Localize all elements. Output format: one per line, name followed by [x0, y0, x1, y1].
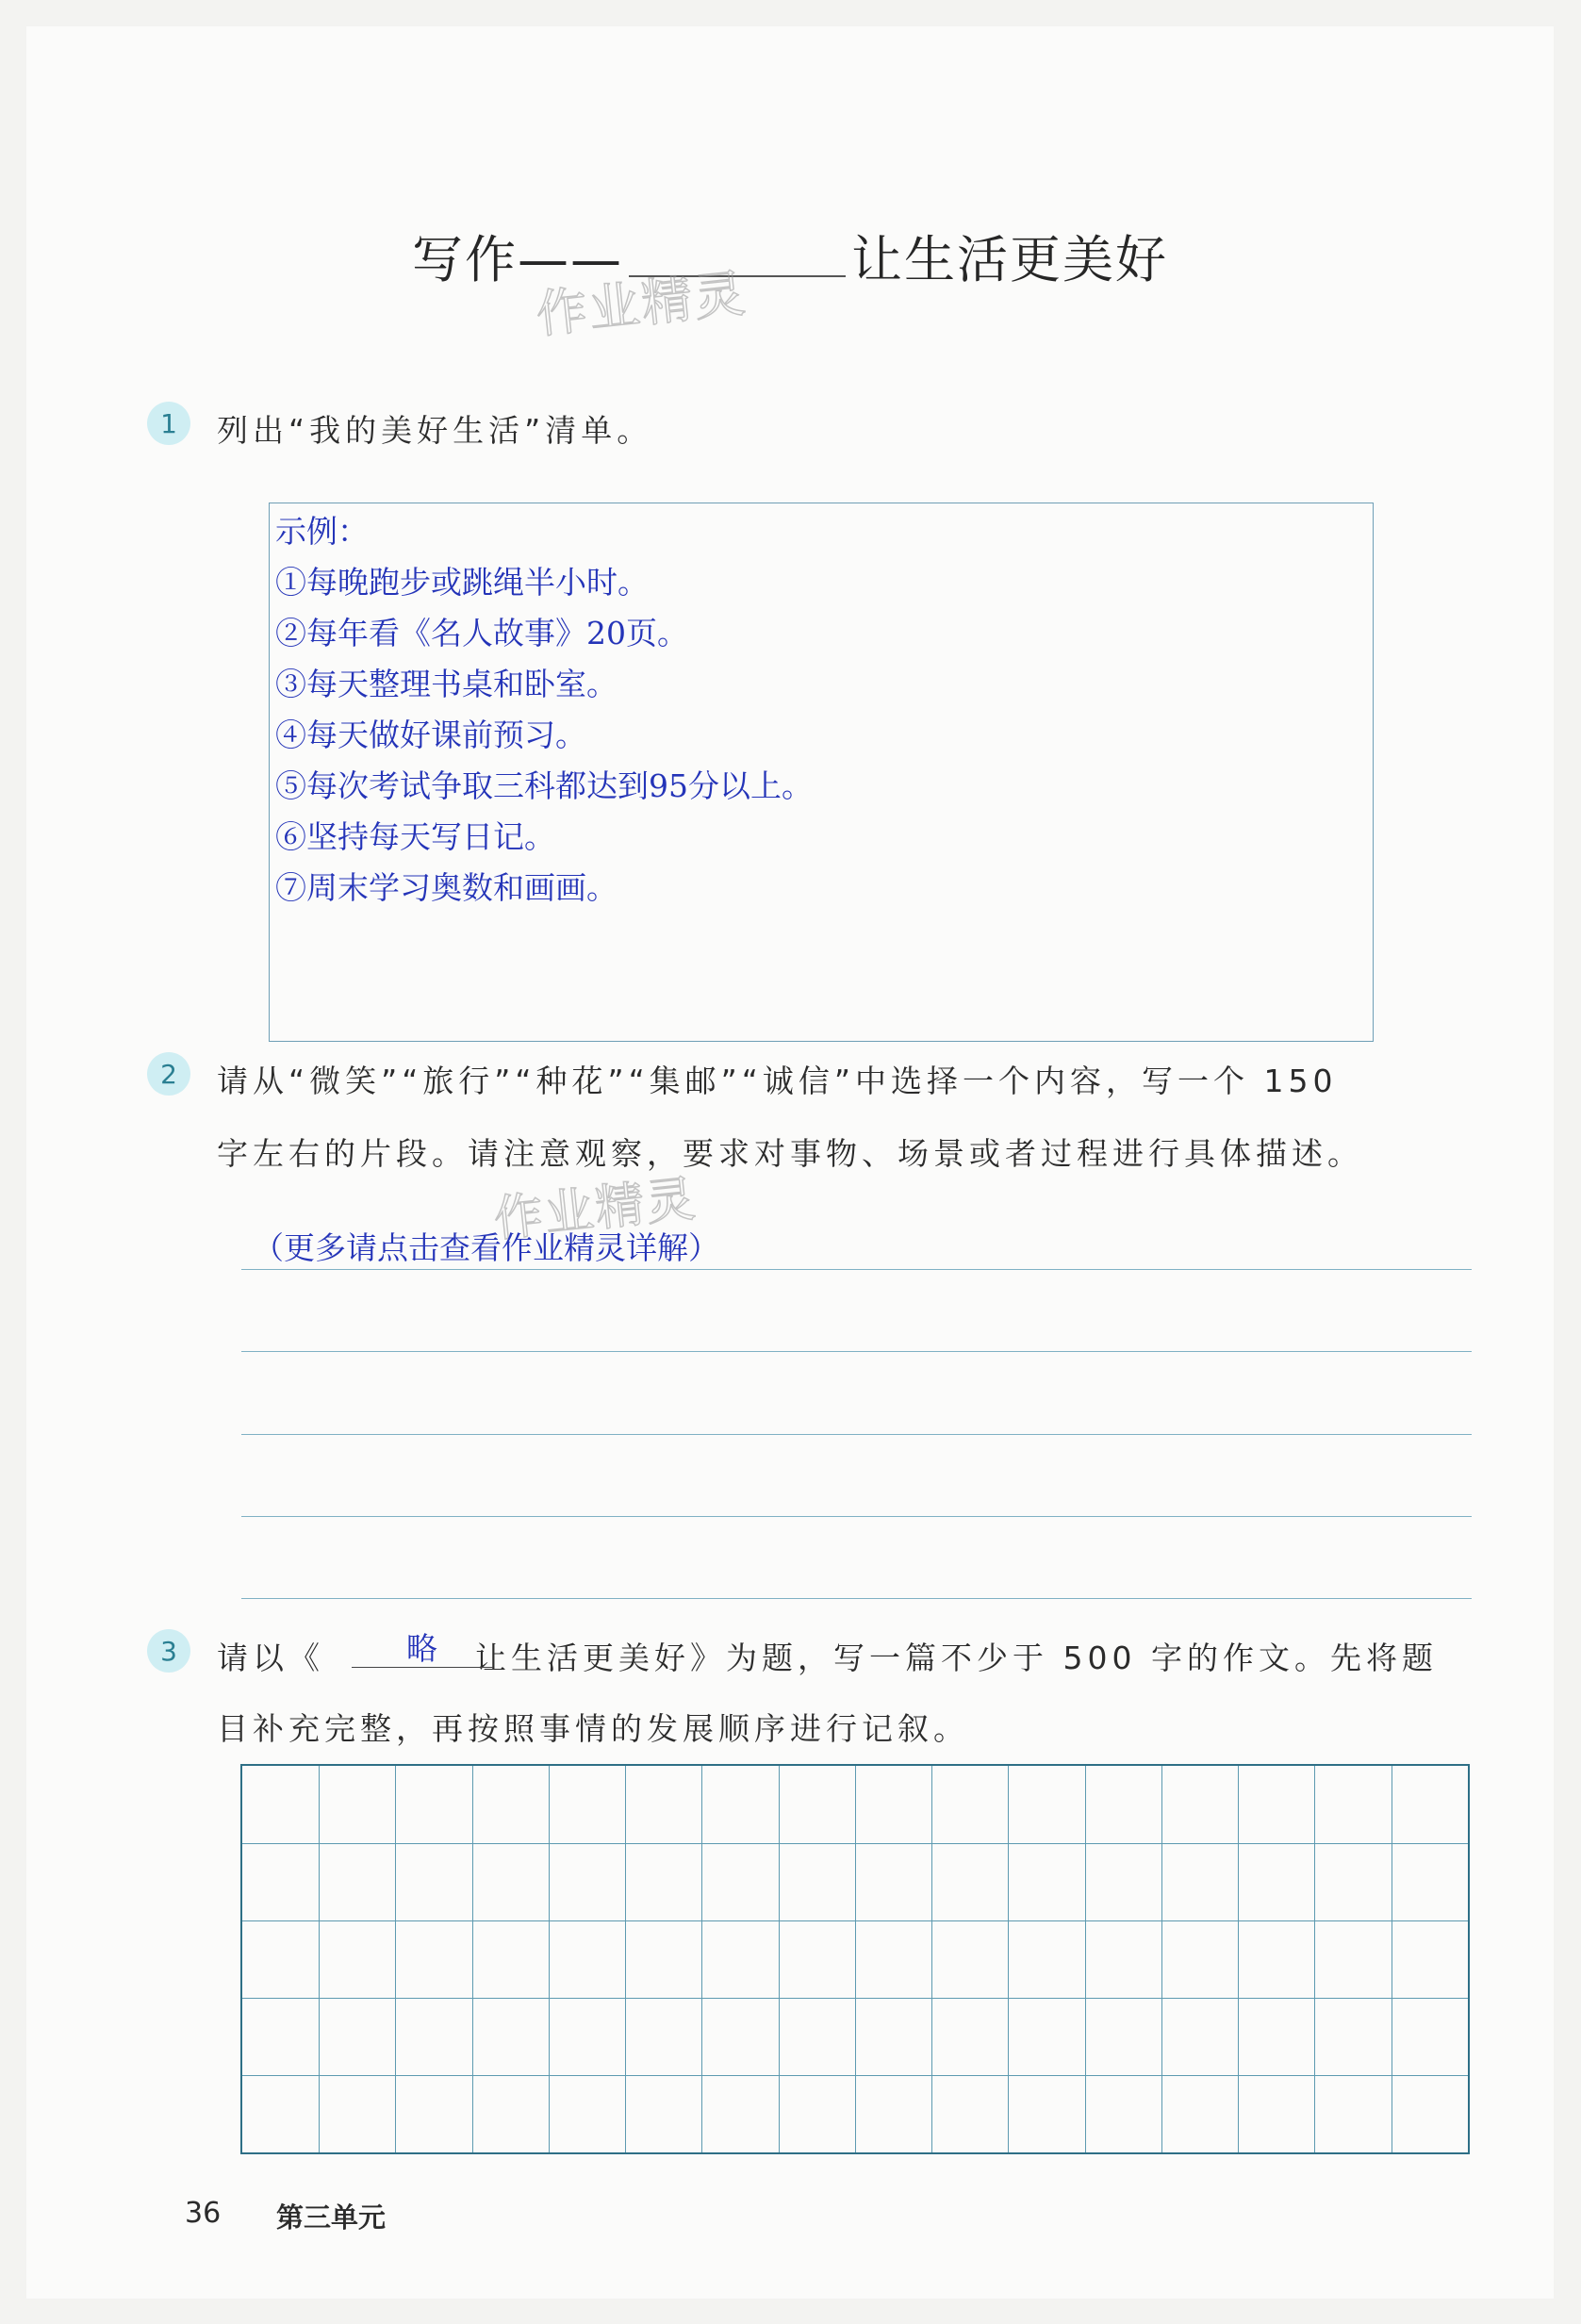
answer-line: ①每晚跑步或跳绳半小时。: [275, 564, 649, 601]
question-3-line-1: [217, 1634, 1438, 1678]
title-prefix: 写作——: [412, 230, 623, 289]
writing-line: [241, 1598, 1472, 1599]
grid-col-line: [1008, 1766, 1009, 2152]
grid-col-line: [395, 1766, 396, 2152]
grid-col-line: [1238, 1766, 1239, 2152]
writing-line: [241, 1269, 1472, 1270]
question-3-number: 3: [147, 1629, 190, 1673]
watermark-middle: 作业精灵: [491, 1170, 700, 1249]
question-2-line-2: 字左右的片段。请注意观察，要求对事物、场景或者过程进行具体描述。: [217, 1135, 1363, 1172]
watermark-top: 作业精灵: [533, 263, 750, 345]
grid-col-line: [549, 1766, 550, 2152]
grid-col-line: [319, 1766, 320, 2152]
writing-line: [241, 1434, 1472, 1435]
page-number: 36: [185, 2197, 222, 2230]
grid-col-line: [625, 1766, 626, 2152]
question-1-number: 1: [147, 402, 190, 445]
worksheet-page: [26, 26, 1554, 2299]
question-2-number: 2: [147, 1052, 190, 1096]
question-2-line-1: 请从“微笑”“旅行”“种花”“集邮”“诚信”中选择一个内容，写一个 150: [217, 1063, 1338, 1099]
writing-line: [241, 1351, 1472, 1352]
answer-line: ⑤每次考试争取三科都达到95分以上。: [275, 767, 813, 804]
grid-col-line: [855, 1766, 856, 2152]
grid-col-line: [701, 1766, 702, 2152]
question-1-answer-box: [269, 503, 1374, 1042]
unit-label: 第三单元: [276, 2201, 387, 2233]
question-3-line-2: 目补充完整，再按照事情的发展顺序进行记叙。: [217, 1710, 969, 1747]
answer-line: ⑥坚持每天写日记。: [275, 818, 555, 855]
answer-line: ②每年看《名人故事》20页。: [275, 615, 688, 651]
composition-grid[interactable]: [240, 1764, 1470, 2154]
answer-line: ⑦周末学习奥数和画画。: [275, 869, 618, 906]
grid-col-line: [1314, 1766, 1315, 2152]
grid-col-line: [779, 1766, 780, 2152]
question-3-fill: 略: [406, 1630, 437, 1667]
title-suffix: 让生活更美好: [851, 230, 1168, 289]
question-3-suffix: 让生活更美好》为题，写一篇不少于 500 字的作文。先将题: [475, 1640, 1438, 1676]
answer-line: 示例：: [275, 513, 369, 550]
question-3-prefix: 请以《: [217, 1640, 324, 1676]
answer-line: ③每天整理书桌和卧室。: [275, 666, 618, 702]
view-detail-link[interactable]: （更多请点击查看作业精灵详解）: [253, 1229, 719, 1266]
page-title: [26, 220, 1554, 292]
grid-col-line: [1161, 1766, 1162, 2152]
grid-col-line: [931, 1766, 932, 2152]
question-1-text: 列出“我的美好生活”清单。: [217, 412, 653, 449]
grid-col-line: [1085, 1766, 1086, 2152]
grid-col-line: [472, 1766, 473, 2152]
answer-line: ④每天做好课前预习。: [275, 717, 586, 753]
writing-line: [241, 1516, 1472, 1517]
